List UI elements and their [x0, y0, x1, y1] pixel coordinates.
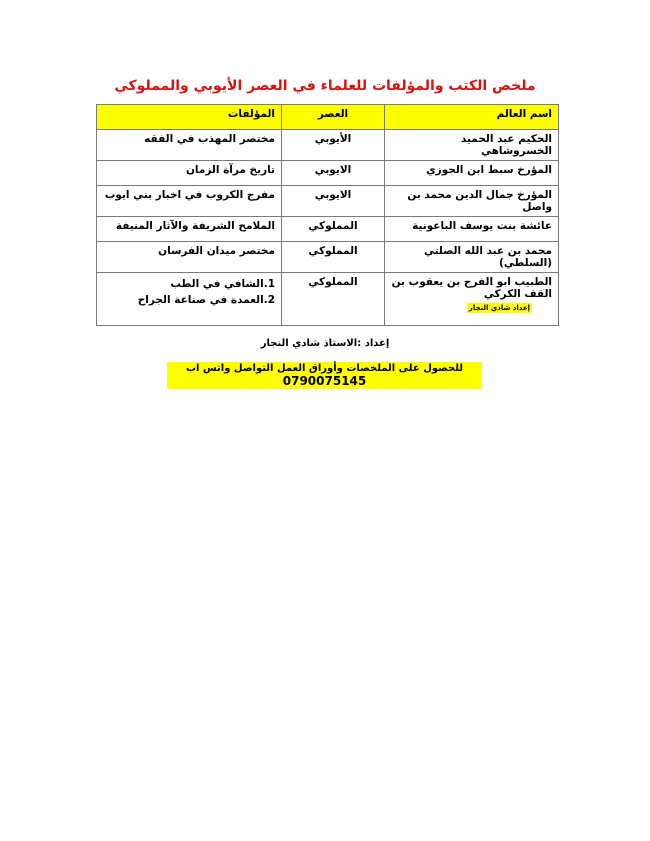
table-row: [97, 130, 559, 161]
table-row: [97, 161, 559, 186]
scholar-name: المؤرخ جمال الدين محمد بن واصل: [385, 186, 559, 217]
prepared-by: إعداد :الاستاذ شادي النجار: [260, 338, 390, 349]
table-row: [97, 273, 559, 326]
scholar-name: الطبيب ابو الفرج بن يعقوب بن القف الكركي: [391, 276, 552, 300]
scholar-works-cell: [97, 273, 282, 326]
table-row: [97, 242, 559, 273]
contact-banner: [167, 362, 482, 389]
document-title: ملخص الكتب والمؤلفات للعلماء في العصر الأيوبي والمملوكي: [114, 78, 536, 94]
table-row: [97, 217, 559, 242]
scholar-works: تاريخ مرآة الزمان: [97, 161, 282, 186]
header-era: العصر: [282, 105, 385, 130]
scholar-name-cell: [385, 273, 559, 326]
scholar-work-item: 1.الشافي في الطب: [170, 278, 275, 290]
scholar-era: الايوبي: [282, 161, 385, 186]
scholar-name: الحكيم عبد الحميد الخسروشاهي: [385, 130, 559, 161]
contact-phone: 0790075145: [282, 374, 367, 388]
scholar-name: محمد بن عبد الله الصلتي (السلطي): [385, 242, 559, 273]
scholar-era: الايوبي: [282, 186, 385, 217]
scholar-name: عائشة بنت يوسف الباعونية: [385, 217, 559, 242]
header-works: المؤلفات: [97, 105, 282, 130]
scholar-era: الأيوبي: [282, 130, 385, 161]
scholar-era: المملوكي: [282, 242, 385, 273]
table-header-row: [97, 105, 559, 130]
scholars-table: [96, 104, 559, 326]
header-name: اسم العالم: [385, 105, 559, 130]
scholar-era: المملوكي: [282, 273, 385, 326]
table-row: [97, 186, 559, 217]
contact-text: للحصول على الملخصات وأوراق العمل التواصل واتس اب: [185, 363, 464, 374]
scholar-works: مختصر ميدان الفرسان: [97, 242, 282, 273]
watermark-stamp: إعداد شادي النجار: [468, 304, 530, 312]
scholar-works: الملامح الشريفة والآثار المنيفة: [97, 217, 282, 242]
scholar-name: المؤرخ سبط ابن الجوزي: [385, 161, 559, 186]
scholar-work-item: 2.العمدة في صناعة الجراح: [137, 294, 275, 306]
scholar-works: مختصر المهذب في الفقه: [97, 130, 282, 161]
scholar-era: المملوكي: [282, 217, 385, 242]
scholar-works: مفرج الكروب في اخبار بني ايوب: [97, 186, 282, 217]
